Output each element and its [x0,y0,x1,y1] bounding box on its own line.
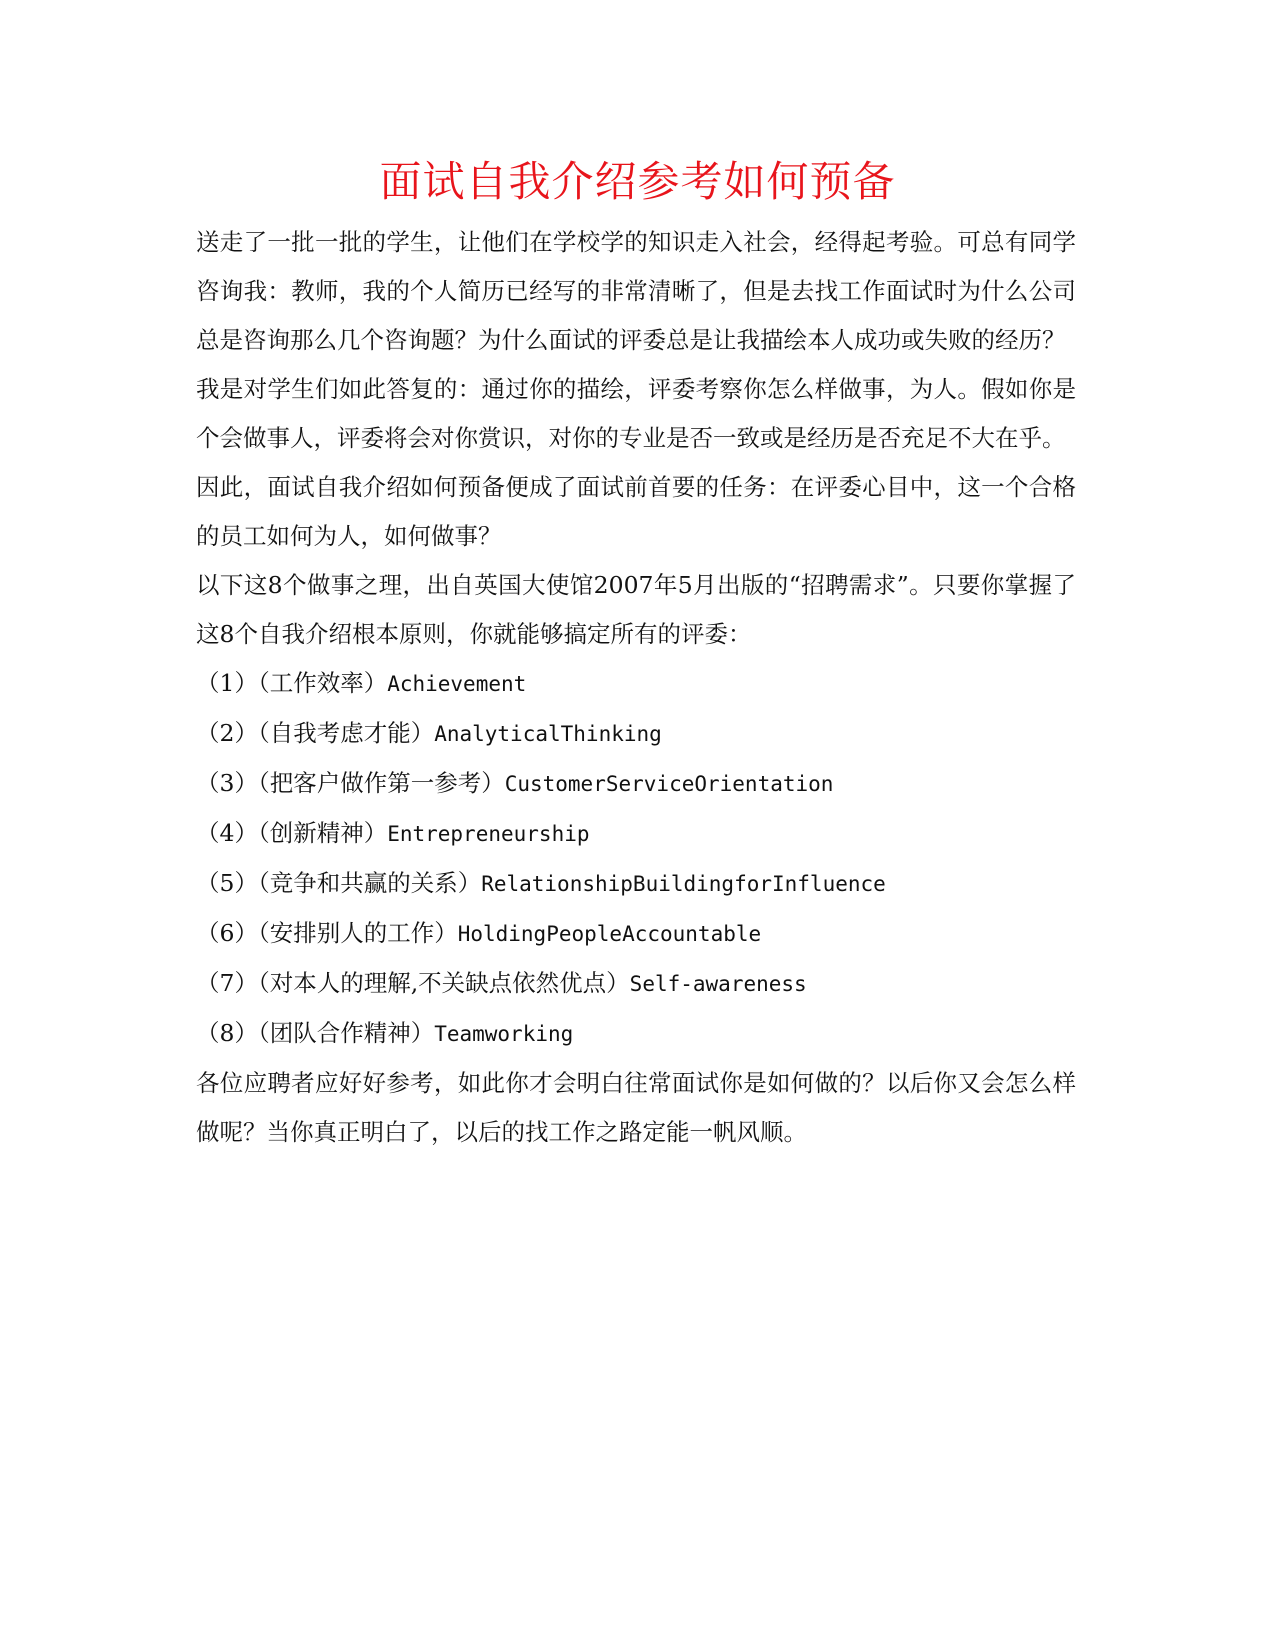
list-item [196,709,1076,759]
list-item-en: AnalyticalThinking [434,722,662,746]
list-item-cn: （8）（团队合作精神） [196,1019,435,1047]
document-body [196,218,1076,1157]
list-item-cn: （6）（安排别人的工作） [196,919,458,947]
paragraph-intro-2: 我是对学生们如此答复的：通过你的描绘，评委考察你怎么样做事，为人。假如你是个会做事人，评委将会对你赏识，对你的专业是否一致或是经历是否充足不大在乎。 [196,375,1076,452]
list-item-en: Achievement [387,672,527,696]
list-item-cn: （4）（创新精神） [196,819,388,847]
list-item [196,659,1076,709]
list-item [196,1009,1076,1059]
list-item-en: Self-awareness [629,972,807,996]
list-item [196,909,1076,959]
paragraph-intro-3: 因此，面试自我介绍如何预备便成了面试前首要的任务：在评委心目中，这一个合格的员工如何为人，如何做事？ [196,473,1076,550]
list-item-en: Teamworking [434,1022,574,1046]
list-item [196,959,1076,1009]
document-title: 面试自我介绍参考如何预备 [379,157,896,206]
list-item [196,859,1076,909]
list-item-en: RelationshipBuildingforInfluence [481,872,886,896]
paragraph-intro-4: 以下这8个做事之理，出自英国大使馆2007年5月出版的“招聘需求”。只要你掌握了这8个自我介绍根本原则，你就能够搞定所有的评委： [196,571,1076,648]
principle-list [196,659,1076,1059]
list-item [196,759,1076,809]
list-item-en: CustomerServiceOrientation [504,772,834,796]
list-item-cn: （5）（竞争和共赢的关系） [196,869,482,897]
list-item-cn: （1）（工作效率） [196,669,388,697]
paragraph-closing: 各位应聘者应好好参考，如此你才会明白往常面试你是如何做的？以后你又会怎么样做呢？当你真正明白了，以后的找工作之路定能一帆风顺。 [196,1069,1076,1146]
list-item-cn: （7）（对本人的理解,不关缺点依然优点） [196,969,630,997]
list-item-en: HoldingPeopleAccountable [457,922,762,946]
list-item-en: Entrepreneurship [387,822,590,846]
list-item [196,809,1076,859]
list-item-cn: （2）（自我考虑才能） [196,719,435,747]
list-item-cn: （3）（把客户做作第一参考） [196,769,505,797]
paragraph-intro-1: 送走了一批一批的学生，让他们在学校学的知识走入社会，经得起考验。可总有同学咨询我：教师，我的个人简历已经写的非常清晰了，但是去找工作面试时为什么公司总是咨询那么几个咨询题？为什么面试的评委总是让我描绘本人成功或失败的经历？ [196,228,1076,354]
